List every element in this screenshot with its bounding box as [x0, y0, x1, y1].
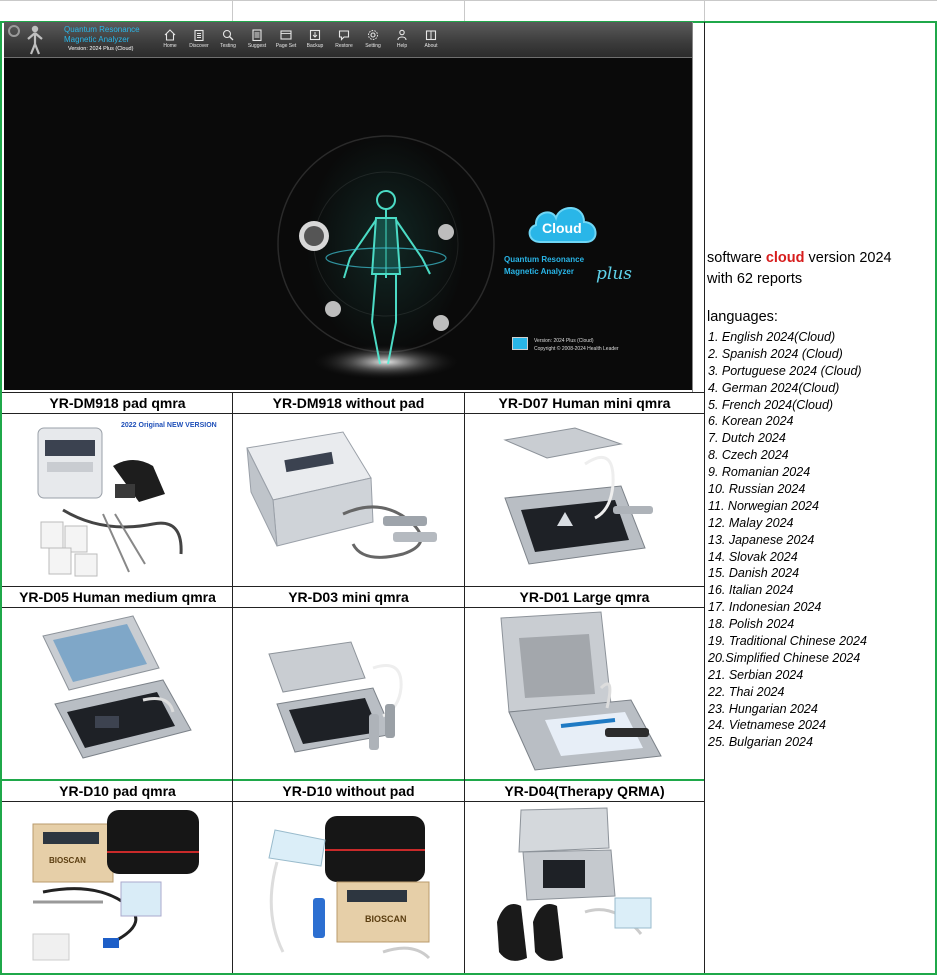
product-label: YR-D04(Therapy QRMA)	[504, 783, 665, 799]
app-title-line2: Magnetic Analyzer	[64, 35, 130, 44]
cloud-label: Cloud	[542, 220, 582, 236]
bioscan-box-text: BIOSCAN	[365, 914, 407, 924]
product-photo-d07	[465, 414, 704, 586]
language-item: 9. Romanian 2024	[708, 465, 811, 480]
languages-title: languages:	[707, 309, 778, 325]
nav-label: Discover	[189, 43, 209, 49]
product-label: YR-D03 mini qmra	[288, 589, 409, 605]
software-screenshot	[4, 22, 692, 390]
desc-highlight: cloud	[765, 250, 805, 266]
language-item: 14. Slovak 2024	[708, 549, 798, 564]
language-item: 11. Norwegian 2024	[708, 498, 819, 513]
language-item: 22. Thai 2024	[708, 684, 785, 699]
languages-list	[708, 329, 867, 751]
photo-banner-text: 2022 Original NEW VERSION	[121, 422, 217, 429]
splash-version: Version: 2024 Plus (Cloud)	[534, 338, 594, 344]
language-item: 16. Italian 2024	[708, 583, 794, 598]
nav-label: Page Set	[275, 43, 297, 49]
splash-title-line2: Magnetic Analyzer	[504, 267, 574, 276]
app-title-line1: Quantum Resonance	[64, 25, 140, 34]
nav-label: Testing	[220, 43, 236, 49]
product-photo-d10-without-pad	[233, 802, 464, 973]
language-item: 20.Simplified Chinese 2024	[708, 650, 861, 665]
language-item: 5. French 2024(Cloud)	[708, 397, 834, 412]
product-photo-d01	[465, 608, 704, 779]
bioscan-box-text: BIOSCAN	[49, 856, 86, 865]
product-photo-d03	[233, 608, 464, 779]
product-label: YR-D10 without pad	[282, 783, 415, 799]
nav-label: Suggest	[247, 43, 267, 49]
nav-label: Restore	[335, 43, 353, 49]
app-version: Version: 2024 Plus (Cloud)	[68, 46, 134, 52]
language-item: 8. Czech 2024	[708, 448, 789, 463]
desc-prefix: software	[707, 250, 766, 266]
language-item: 1. English 2024(Cloud)	[708, 330, 836, 344]
language-item: 10. Russian 2024	[708, 482, 806, 497]
language-item: 6. Korean 2024	[708, 414, 794, 429]
splash-plus: plus	[596, 264, 632, 284]
software-description	[707, 248, 935, 290]
language-item: 23. Hungarian 2024	[708, 701, 818, 716]
nav-label: Backup	[306, 43, 324, 49]
language-item: 7. Dutch 2024	[708, 431, 786, 446]
language-item: 25. Bulgarian 2024	[708, 735, 813, 750]
monitor-icon	[512, 337, 528, 350]
product-label: YR-DM918 without pad	[272, 395, 425, 411]
desc-suffix: version 2024	[804, 250, 892, 266]
product-label: YR-D05 Human medium qmra	[19, 589, 216, 605]
nav-label: Setting	[365, 43, 381, 49]
product-photo-dm918-pad	[3, 414, 232, 586]
splash-title-line1: Quantum Resonance	[504, 255, 585, 264]
language-item: 12. Malay 2024	[708, 515, 794, 530]
product-label: YR-D01 Large qmra	[519, 589, 650, 605]
language-item: 19. Traditional Chinese 2024	[708, 634, 867, 649]
nav-label: Help	[396, 43, 408, 49]
language-item: 4. German 2024(Cloud)	[708, 380, 840, 395]
nav-label: Home	[163, 43, 177, 49]
product-photo-dm918-without-pad	[233, 414, 464, 586]
product-label: YR-DM918 pad qmra	[49, 395, 186, 411]
language-item: 21. Serbian 2024	[708, 667, 804, 682]
product-photo-d05	[3, 608, 232, 779]
language-item: 24. Vietnamese 2024	[708, 718, 826, 733]
language-item: 3. Portuguese 2024 (Cloud)	[708, 363, 862, 378]
splash-title	[504, 254, 584, 278]
software-description-line2: with 62 reports	[707, 271, 803, 287]
language-item: 18. Polish 2024	[708, 617, 795, 632]
splash-copyright: Copyright © 2008-2024 Health Leader	[534, 346, 619, 352]
software-description-line1	[707, 248, 935, 269]
language-item: 13. Japanese 2024	[708, 532, 815, 547]
product-photo-d04	[465, 802, 704, 973]
product-label: YR-D10 pad qmra	[59, 783, 176, 799]
language-item: 2. Spanish 2024 (Cloud)	[708, 346, 843, 361]
product-photo-d10-pad	[3, 802, 232, 973]
language-item: 17. Indonesian 2024	[708, 600, 822, 615]
nav-label: About	[424, 43, 438, 49]
language-item: 15. Danish 2024	[708, 566, 800, 581]
product-label: YR-D07 Human mini qmra	[498, 395, 671, 411]
